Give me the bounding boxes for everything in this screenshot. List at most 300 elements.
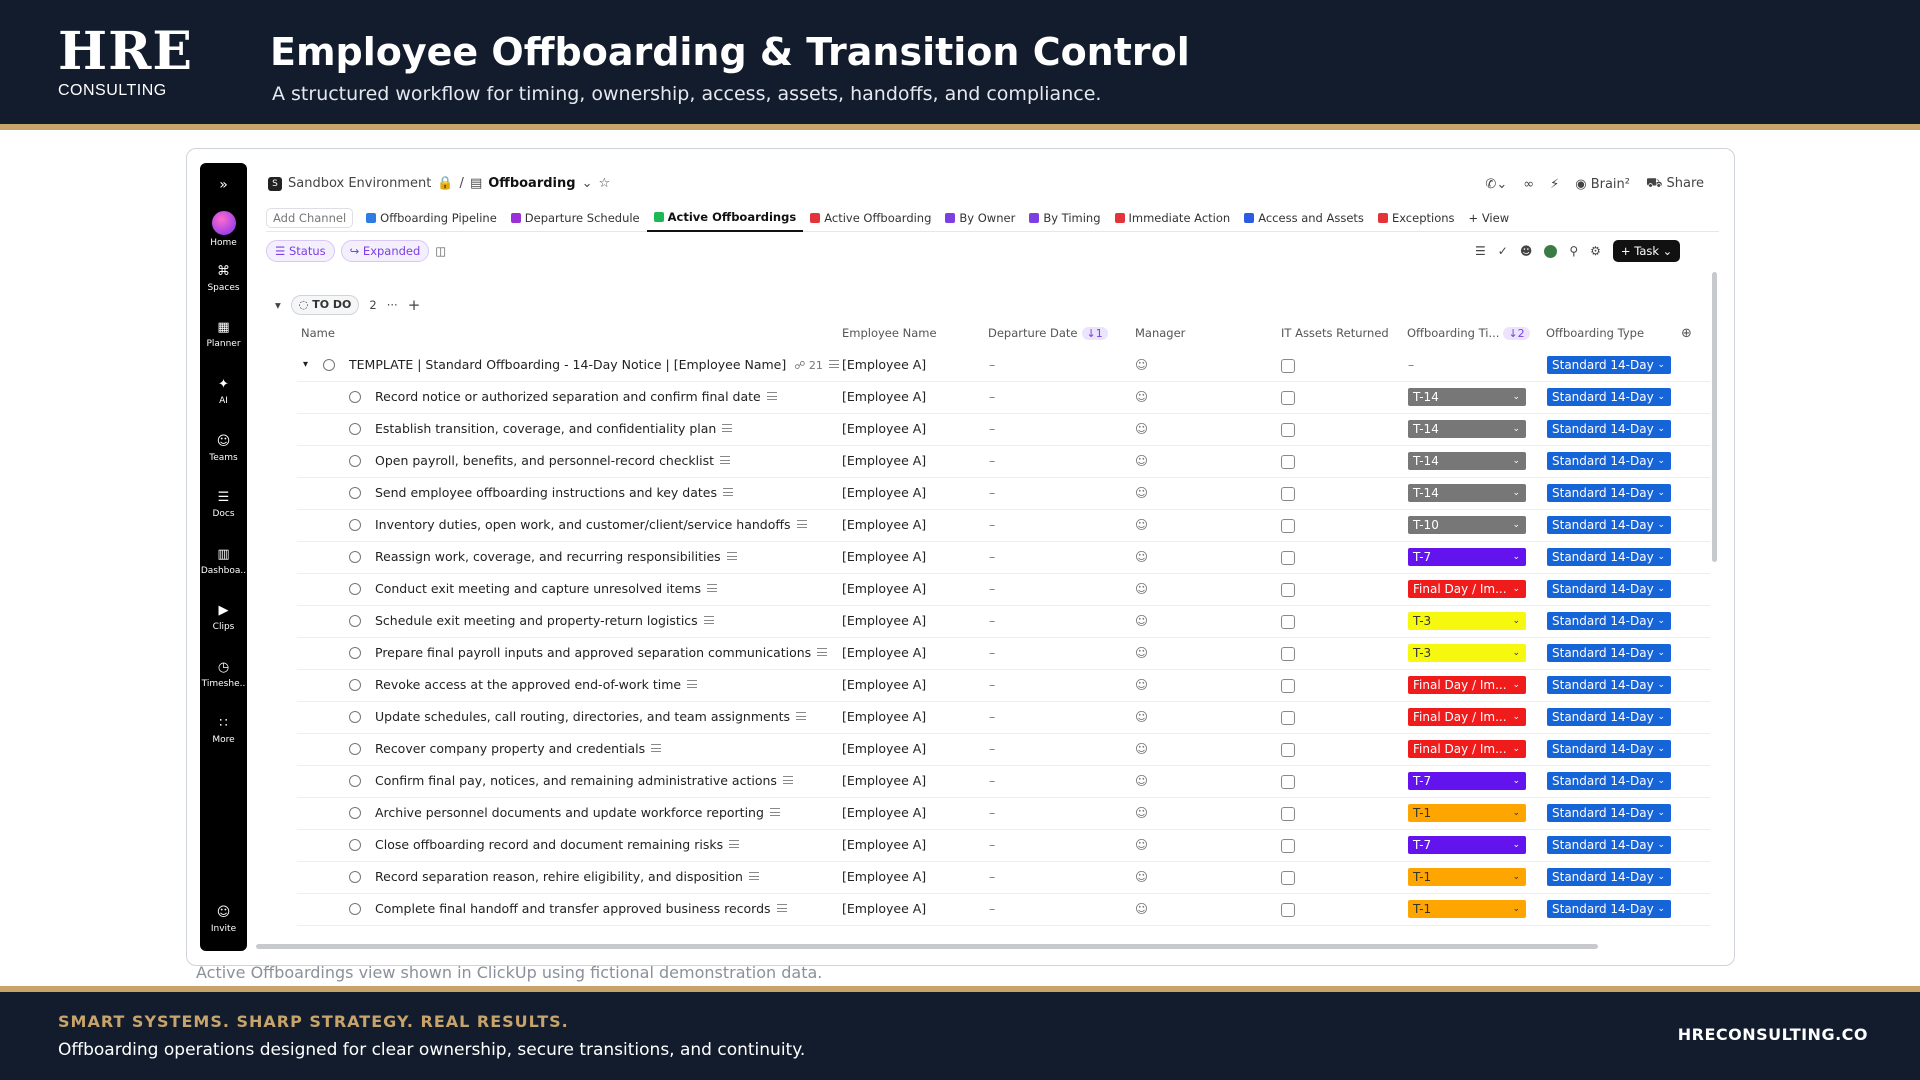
it-assets-checkbox[interactable] (1281, 807, 1295, 821)
timing-dropdown[interactable] (1408, 516, 1526, 534)
table-row[interactable] (297, 414, 1710, 446)
status-badge[interactable]: ◌ TO DO (291, 295, 360, 315)
manager-assign-icon[interactable]: ☺ (1135, 741, 1149, 756)
type-dropdown[interactable] (1547, 484, 1671, 502)
page-title: Employee Offboarding & Transition Control (270, 30, 1190, 74)
task-button-label: + Task (1620, 244, 1660, 258)
table-row[interactable] (297, 702, 1710, 734)
it-assets-checkbox[interactable] (1281, 743, 1295, 757)
departure-sort-badge[interactable]: ↓1 (1082, 327, 1108, 340)
employee-name[interactable]: [Employee A] (842, 677, 927, 692)
type-dropdown[interactable] (1547, 900, 1671, 918)
task-status-icon[interactable] (349, 551, 361, 563)
column-header-employee[interactable]: Employee Name (842, 326, 937, 340)
manager-assign-icon[interactable]: ☺ (1135, 485, 1149, 500)
task-name[interactable] (375, 862, 759, 894)
breadcrumb-workspace[interactable]: Sandbox Environment (288, 176, 432, 191)
type-value: Standard 14-Day (1552, 582, 1654, 596)
employee-name[interactable]: [Employee A] (842, 869, 927, 884)
sidebar-item-more[interactable] (200, 716, 247, 745)
manager-assign-icon[interactable]: ☺ (1135, 613, 1149, 628)
footer-subline: Offboarding operations designed for clear ownership, secure transitions, and continuity. (58, 1040, 806, 1060)
task-status-icon[interactable] (349, 647, 361, 659)
chevron-down-icon: ⌄ (1512, 712, 1520, 722)
task-name-text: Update schedules, call routing, directories, and team assignments (375, 709, 791, 724)
departure-date[interactable]: – (989, 549, 996, 564)
departure-date[interactable]: – (989, 453, 996, 468)
employee-name[interactable]: [Employee A] (842, 517, 927, 532)
type-dropdown[interactable] (1547, 708, 1671, 726)
employee-name[interactable]: [Employee A] (842, 709, 927, 724)
task-name[interactable] (375, 510, 807, 542)
tab-immediate-action[interactable] (1108, 204, 1238, 232)
task-name[interactable] (375, 766, 793, 798)
departure-date[interactable]: – (989, 485, 996, 500)
description-icon (729, 840, 739, 848)
share-button[interactable]: ⛟ Share (1645, 176, 1704, 191)
brain-button[interactable]: ◉ Brain² (1575, 177, 1630, 192)
task-status-icon[interactable] (349, 583, 361, 595)
type-value: Standard 14-Day (1552, 518, 1654, 532)
parent-task-row[interactable] (297, 350, 1710, 382)
employee-name[interactable]: [Employee A] (842, 805, 927, 820)
manager-assign-icon[interactable]: ☺ (1135, 677, 1149, 692)
task-name-text: TEMPLATE | Standard Offboarding - 14-Day Notice | [Employee Name] (349, 357, 787, 372)
add-channel-button[interactable]: Add Channel (266, 208, 353, 228)
type-dropdown[interactable] (1547, 868, 1671, 886)
columns-icon[interactable]: ◫ (435, 244, 447, 258)
type-value: Standard 14-Day (1552, 358, 1654, 372)
share-label: Share (1666, 176, 1704, 191)
star-icon[interactable]: ☆ (598, 176, 611, 191)
it-assets-checkbox[interactable] (1281, 519, 1295, 533)
description-icon (720, 456, 730, 464)
description-icon (707, 584, 717, 592)
type-value: Standard 14-Day (1552, 454, 1654, 468)
description-icon (796, 712, 806, 720)
type-dropdown[interactable] (1547, 452, 1671, 470)
employee-name[interactable]: [Employee A] (842, 421, 927, 436)
add-column-icon[interactable]: ⊕ (1681, 326, 1692, 341)
task-name[interactable] (375, 702, 806, 734)
task-name[interactable] (375, 830, 739, 862)
breadcrumb-list[interactable]: Offboarding (488, 176, 576, 191)
phone-icon[interactable]: ✆⌄ (1485, 177, 1508, 192)
table-row[interactable] (297, 734, 1710, 766)
sidebar-item-label: Clips (212, 622, 235, 632)
type-value: Standard 14-Day (1552, 646, 1654, 660)
timing-dropdown[interactable] (1408, 804, 1526, 822)
manager-assign-icon[interactable]: ☺ (1135, 389, 1149, 404)
task-name[interactable] (375, 606, 714, 638)
task-status-icon[interactable] (349, 423, 361, 435)
type-value: Standard 14-Day (1552, 614, 1654, 628)
employee-name[interactable]: [Employee A] (842, 901, 927, 916)
table-row[interactable] (297, 510, 1710, 542)
tab-icon (810, 213, 820, 223)
brain-label: Brain² (1590, 177, 1630, 192)
it-assets-checkbox[interactable] (1281, 775, 1295, 789)
check-circle-icon[interactable]: ✓ (1497, 244, 1508, 258)
type-value: Standard 14-Day (1552, 390, 1654, 404)
chevron-down-icon: ⌄ (1512, 744, 1520, 754)
settings-icon[interactable]: ⚙ (1590, 244, 1601, 258)
sidebar-item-spaces[interactable] (200, 264, 247, 293)
timing-dropdown[interactable] (1408, 868, 1526, 886)
vertical-scrollbar[interactable] (1712, 272, 1717, 562)
manager-assign-icon[interactable]: ☺ (1135, 805, 1149, 820)
task-status-icon[interactable] (349, 903, 361, 915)
sidebar-item-ai[interactable] (200, 377, 247, 406)
employee-name[interactable]: [Employee A] (842, 773, 927, 788)
timing-dropdown[interactable] (1408, 836, 1526, 854)
type-dropdown[interactable] (1547, 356, 1671, 374)
tab-active-offboardings[interactable] (647, 204, 804, 232)
tab-access-and-assets[interactable] (1237, 204, 1371, 232)
departure-date[interactable]: – (989, 677, 996, 692)
timing-dropdown[interactable] (1408, 548, 1526, 566)
group-more-button[interactable]: ··· (386, 298, 398, 312)
type-dropdown[interactable] (1547, 644, 1671, 662)
sidebar-item-teams[interactable] (200, 434, 247, 463)
tab-by-timing[interactable] (1022, 204, 1107, 232)
invite-label: Invite (210, 924, 237, 934)
type-dropdown[interactable] (1547, 772, 1671, 790)
chevron-down-icon: ⌄ (1657, 872, 1665, 882)
table-row[interactable] (297, 830, 1710, 862)
type-dropdown[interactable] (1547, 420, 1671, 438)
table-row[interactable] (297, 670, 1710, 702)
employee-name[interactable]: [Employee A] (842, 613, 927, 628)
column-header-name[interactable]: Name (301, 326, 335, 340)
timing-dropdown[interactable] (1408, 420, 1526, 438)
departure-date[interactable]: – (989, 901, 996, 916)
timing-dropdown[interactable] (1408, 772, 1526, 790)
employee-name[interactable]: [Employee A] (842, 837, 927, 852)
chevron-down-icon: ⌄ (1512, 552, 1520, 562)
description-icon (817, 648, 827, 656)
timing-dropdown[interactable] (1408, 676, 1526, 694)
chevron-down-icon: ⌄ (1657, 808, 1665, 818)
chevron-down-icon: ⌄ (1512, 584, 1520, 594)
add-view-button[interactable]: + View (1468, 210, 1510, 225)
sidebar-item-planner[interactable] (200, 320, 247, 349)
expanded-pill[interactable]: ↪ Expanded (341, 240, 430, 262)
app-sidebar (200, 163, 247, 951)
task-name[interactable] (375, 542, 737, 574)
description-icon (767, 392, 777, 400)
timing-dropdown[interactable] (1408, 740, 1526, 758)
type-dropdown[interactable] (1547, 580, 1671, 598)
chevron-down-icon: ⌄ (1512, 488, 1520, 498)
screenshot-caption: Active Offboardings view shown in ClickUp using fictional demonstration data. (196, 963, 823, 982)
chevron-down-icon: ⌄ (1657, 712, 1665, 722)
type-value: Standard 14-Day (1552, 710, 1654, 724)
manager-assign-icon[interactable]: ☺ (1135, 901, 1149, 916)
tab-icon (654, 212, 664, 222)
column-header-timing[interactable] (1407, 326, 1530, 340)
chevron-down-icon: ⌄ (1512, 776, 1520, 786)
manager-assign-icon[interactable]: ☺ (1135, 549, 1149, 564)
it-assets-checkbox[interactable] (1281, 615, 1295, 629)
toolbar-right (1475, 240, 1680, 262)
employee-name[interactable]: [Employee A] (842, 549, 927, 564)
group-add-button[interactable]: + (407, 296, 421, 314)
type-dropdown[interactable] (1547, 516, 1671, 534)
tab-departure-schedule[interactable] (504, 204, 647, 232)
bolt-icon[interactable]: ⚡ (1550, 177, 1560, 192)
timing-sort-badge[interactable]: ↓2 (1503, 327, 1529, 340)
task-status-icon[interactable] (349, 391, 361, 403)
clips-icon: ▶ (218, 603, 229, 618)
employee-name[interactable]: [Employee A] (842, 741, 927, 756)
logo-subtitle: CONSULTING (58, 82, 167, 99)
manager-assign-icon[interactable]: ☺ (1135, 581, 1149, 596)
table-row[interactable] (297, 478, 1710, 510)
task-status-icon[interactable] (349, 679, 361, 691)
it-assets-checkbox[interactable] (1281, 391, 1295, 405)
column-header-it-assets[interactable]: IT Assets Returned (1281, 326, 1389, 340)
type-dropdown[interactable] (1547, 548, 1671, 566)
tab-label: Exceptions (1391, 210, 1455, 225)
table-row[interactable] (297, 798, 1710, 830)
departure-date[interactable]: – (989, 741, 996, 756)
departure-date[interactable]: – (989, 837, 996, 852)
timing-dropdown[interactable] (1408, 580, 1526, 598)
task-status-icon[interactable] (349, 487, 361, 499)
departure-date[interactable]: – (989, 805, 996, 820)
column-header-type[interactable]: Offboarding Type (1546, 326, 1645, 340)
timing-dropdown[interactable] (1408, 644, 1526, 662)
tab-icon (945, 213, 955, 223)
sidebar-item-timeshe[interactable] (200, 660, 247, 689)
departure-date[interactable]: – (989, 421, 996, 436)
invite-button[interactable] (200, 905, 247, 934)
task-status-icon[interactable] (349, 743, 361, 755)
table-row[interactable] (297, 894, 1710, 926)
manager-assign-icon[interactable]: ☺ (1135, 517, 1149, 532)
type-value: Standard 14-Day (1552, 870, 1654, 884)
expand-subtasks-icon[interactable]: ▾ (303, 359, 309, 370)
description-icon (829, 360, 839, 368)
table-row[interactable] (297, 542, 1710, 574)
type-value: Standard 14-Day (1552, 742, 1654, 756)
group-status-pill[interactable]: ☰ Status (266, 240, 335, 262)
task-status-icon[interactable] (349, 871, 361, 883)
add-task-button[interactable]: + Task ⌄ (1613, 240, 1680, 262)
chevron-down-icon: ⌄ (1512, 808, 1520, 818)
task-name[interactable] (375, 414, 732, 446)
column-header-manager[interactable]: Manager (1135, 326, 1186, 340)
description-icon (727, 552, 737, 560)
type-dropdown[interactable] (1547, 676, 1671, 694)
type-value: Standard 14-Day (1552, 774, 1654, 788)
expand-sidebar-icon[interactable]: » (219, 177, 228, 193)
filter-icon[interactable]: ☰ (1475, 244, 1486, 258)
table-row[interactable] (297, 766, 1710, 798)
it-assets-checkbox[interactable] (1281, 839, 1295, 853)
task-name[interactable] (375, 734, 661, 766)
group-header (275, 295, 420, 315)
task-status-icon[interactable] (349, 615, 361, 627)
manager-assign-icon[interactable]: ☺ (1135, 357, 1149, 372)
table-row[interactable] (297, 382, 1710, 414)
type-dropdown[interactable] (1547, 740, 1671, 758)
timing-dropdown[interactable] (1408, 900, 1526, 918)
task-status-icon[interactable] (349, 839, 361, 851)
task-status-icon[interactable] (349, 711, 361, 723)
timing-dropdown[interactable] (1408, 452, 1526, 470)
collapse-caret-icon[interactable]: ▾ (275, 298, 281, 312)
timing-value: Final Day / Im... (1413, 582, 1507, 596)
task-name[interactable] (375, 894, 787, 926)
table-row[interactable] (297, 638, 1710, 670)
subtask-count[interactable]: ☍ 21 (794, 359, 823, 372)
employee-name[interactable]: [Employee A] (842, 645, 927, 660)
it-assets-checkbox[interactable] (1281, 423, 1295, 437)
manager-assign-icon[interactable]: ☺ (1135, 453, 1149, 468)
table-row[interactable] (297, 606, 1710, 638)
it-assets-checkbox[interactable] (1281, 903, 1295, 917)
glasses-icon[interactable]: ∞ (1523, 177, 1535, 192)
manager-assign-icon[interactable]: ☺ (1135, 645, 1149, 660)
departure-date[interactable]: – (989, 389, 996, 404)
timing-dropdown[interactable] (1408, 484, 1526, 502)
dashboards-icon: ▥ (217, 547, 230, 562)
tab-label: Access and Assets (1258, 210, 1364, 225)
departure-date[interactable]: – (989, 613, 996, 628)
description-icon (687, 680, 697, 688)
it-assets-checkbox[interactable] (1281, 455, 1295, 469)
task-name[interactable] (375, 638, 827, 670)
sidebar-item-docs[interactable] (200, 490, 247, 519)
chevron-down-icon[interactable]: ⌄ (581, 176, 593, 191)
task-name[interactable] (375, 478, 733, 510)
type-dropdown[interactable] (1547, 612, 1671, 630)
manager-assign-icon[interactable]: ☺ (1135, 709, 1149, 724)
sidebar-item-dashboa[interactable] (200, 547, 247, 576)
chevron-down-icon: ⌄ (1512, 456, 1520, 466)
it-assets-checkbox[interactable] (1281, 647, 1295, 661)
employee-name[interactable]: [Employee A] (842, 581, 927, 596)
description-icon (749, 872, 759, 880)
manager-assign-icon[interactable]: ☺ (1135, 869, 1149, 884)
table-row[interactable] (297, 862, 1710, 894)
it-assets-checkbox[interactable] (1281, 551, 1295, 565)
footer-website[interactable]: HRECONSULTING.CO (1677, 1025, 1868, 1044)
departure-date[interactable]: – (989, 709, 996, 724)
timing-dropdown[interactable] (1408, 612, 1526, 630)
tab-label: By Owner (959, 210, 1016, 225)
sidebar-item-label: Spaces (207, 283, 240, 293)
timing-dropdown[interactable] (1408, 708, 1526, 726)
table-row[interactable] (297, 446, 1710, 478)
task-name[interactable] (375, 446, 730, 478)
departure-date[interactable]: – (989, 773, 996, 788)
header-stripe (0, 124, 1920, 130)
departure-date[interactable]: – (989, 869, 996, 884)
task-name[interactable] (375, 382, 777, 414)
timing-value: T-1 (1413, 806, 1432, 820)
avatar[interactable] (1544, 245, 1557, 258)
chevron-down-icon: ⌄ (1657, 744, 1665, 754)
timing-value: T-3 (1413, 614, 1432, 628)
chevron-down-icon: ⌄ (1657, 904, 1665, 914)
departure-date[interactable]: – (989, 357, 996, 372)
chevron-down-icon: ⌄ (1657, 584, 1665, 594)
employee-name[interactable]: [Employee A] (842, 389, 927, 404)
column-header-departure[interactable] (988, 326, 1108, 340)
tab-by-owner[interactable] (938, 204, 1022, 232)
task-name-text: Recover company property and credentials (375, 741, 646, 756)
employee-name[interactable]: [Employee A] (842, 485, 927, 500)
departure-date[interactable]: – (989, 581, 996, 596)
it-assets-checkbox[interactable] (1281, 359, 1295, 373)
type-dropdown[interactable] (1547, 388, 1671, 406)
departure-date[interactable]: – (989, 517, 996, 532)
type-value: Standard 14-Day (1552, 550, 1654, 564)
it-assets-checkbox[interactable] (1281, 679, 1295, 693)
planner-icon: ▦ (217, 320, 230, 335)
task-name[interactable] (375, 670, 697, 702)
chevron-down-icon: ⌄ (1657, 392, 1665, 402)
it-assets-checkbox[interactable] (1281, 711, 1295, 725)
sidebar-item-clips[interactable] (200, 603, 247, 632)
chevron-down-icon: ⌄ (1657, 360, 1665, 370)
description-icon (777, 904, 787, 912)
task-status-icon[interactable] (349, 519, 361, 531)
tab-exceptions[interactable] (1371, 204, 1462, 232)
search-icon[interactable]: ⚲ (1569, 244, 1579, 258)
task-name[interactable] (349, 350, 839, 382)
timing-dropdown[interactable] (1408, 388, 1526, 406)
it-assets-checkbox[interactable] (1281, 487, 1295, 501)
task-status-icon[interactable] (349, 775, 361, 787)
task-name[interactable] (375, 798, 780, 830)
manager-assign-icon[interactable]: ☺ (1135, 837, 1149, 852)
sidebar-item-label: Docs (212, 509, 235, 519)
tab-label: By Timing (1043, 210, 1101, 225)
horizontal-scrollbar[interactable] (256, 944, 1598, 949)
table-row[interactable] (297, 574, 1710, 606)
manager-assign-icon[interactable]: ☺ (1135, 773, 1149, 788)
task-status-icon[interactable] (349, 807, 361, 819)
employee-name[interactable]: [Employee A] (842, 357, 927, 372)
task-status-icon[interactable] (349, 455, 361, 467)
description-icon (651, 744, 661, 752)
assignee-icon[interactable]: ☻ (1519, 244, 1533, 258)
type-value: Standard 14-Day (1552, 678, 1654, 692)
task-status-icon[interactable] (323, 359, 335, 371)
manager-assign-icon[interactable]: ☺ (1135, 421, 1149, 436)
it-assets-checkbox[interactable] (1281, 871, 1295, 885)
task-name[interactable] (375, 574, 717, 606)
chevron-down-icon: ⌄ (1657, 424, 1665, 434)
tab-active-offboarding[interactable] (803, 204, 938, 232)
tab-icon (1115, 213, 1125, 223)
tab-offboarding-pipeline[interactable] (359, 204, 504, 232)
departure-date[interactable]: – (989, 645, 996, 660)
ai-icon: ✦ (218, 377, 229, 392)
type-dropdown[interactable] (1547, 804, 1671, 822)
task-name-text: Schedule exit meeting and property-return logistics (375, 613, 698, 628)
offboarding-timing[interactable]: – (1408, 357, 1415, 372)
sidebar-item-home[interactable] (200, 211, 247, 248)
type-dropdown[interactable] (1547, 836, 1671, 854)
employee-name[interactable]: [Employee A] (842, 453, 927, 468)
it-assets-checkbox[interactable] (1281, 583, 1295, 597)
chevron-down-icon: ⌄ (1657, 520, 1665, 530)
